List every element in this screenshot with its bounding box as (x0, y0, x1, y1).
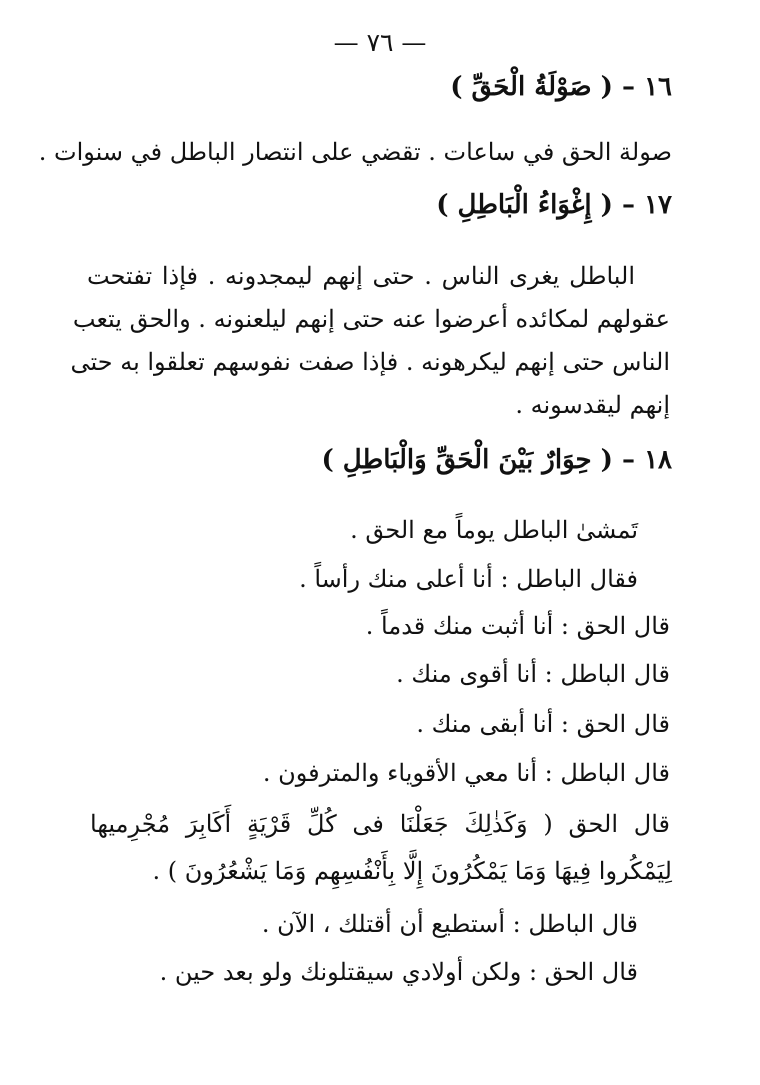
dialogue-line: قال الباطل : أنا معي الأقوياء والمترفون . (262, 759, 670, 787)
section-17-line-2: عقولهم لمكائده أعرضوا عنه حتى إنهم ليلعنونه . والحق يتعب (72, 305, 670, 333)
section-title: – ( إِغْوَاءُ الْبَاطِلِ ) (436, 190, 635, 220)
dialogue-line: فقال الباطل : أنا أعلى منك رأساً . (299, 565, 638, 593)
section-17-line-3: الناس حتى إنهم ليكرهونه . فإذا صفت نفوسهم تعلقوا به حتى (70, 348, 670, 376)
dialogue-line: قال الحق : ولكن أولادي سيقتلونك ولو بعد حين . (159, 958, 638, 986)
dialogue-line: قال الباطل : أنا أقوى منك . (396, 660, 670, 688)
section-title: – ( صَوْلَةُ الْحَقِّ ) (450, 72, 635, 102)
dialogue-line: قال الحق : أنا أبقى منك . (416, 710, 670, 738)
section-number: ١٨ (644, 445, 672, 475)
section-16-line-1: صولة الحق في ساعات . تقضي على انتصار الباطل في سنوات . (38, 138, 672, 166)
quran-verse-line-2: لِيَمْكُروا فِيهَا وَمَا يَمْكُرُونَ إِلَّا بِأَنْفُسِهِم وَمَا يَشْعُرُونَ ) . (152, 857, 672, 885)
section-17-line-4: إنهم ليقدسونه . (515, 391, 670, 419)
section-17-line-1: الباطل يغرى الناس . حتى إنهم ليمجدونه . فإذا تفتحت (87, 262, 635, 290)
page-number: — ٧٦ — (333, 28, 427, 57)
quran-verse-line-1: قال الحق ( وَكَذٰلِكَ جَعَلْنَا فى كُلِّ قَرْيَةٍ أَكَابِرَ مُجْرِميها (90, 810, 670, 838)
section-title: – ( حِوَارٌ بَيْنَ الْحَقِّ وَالْبَاطِلِ ) (321, 445, 635, 475)
dialogue-line: تَمشىٰ الباطل يوماً مع الحق . (350, 516, 638, 544)
dialogue-line: قال الباطل : أستطيع أن أقتلك ، الآن . (261, 910, 638, 938)
section-number: ١٦ (644, 72, 672, 102)
section-heading-17 (436, 190, 672, 220)
dialogue-line: قال الحق : أنا أثبت منك قدماً . (365, 612, 670, 640)
section-heading-18 (321, 445, 672, 475)
section-heading-16 (450, 72, 672, 102)
section-number: ١٧ (644, 190, 672, 220)
